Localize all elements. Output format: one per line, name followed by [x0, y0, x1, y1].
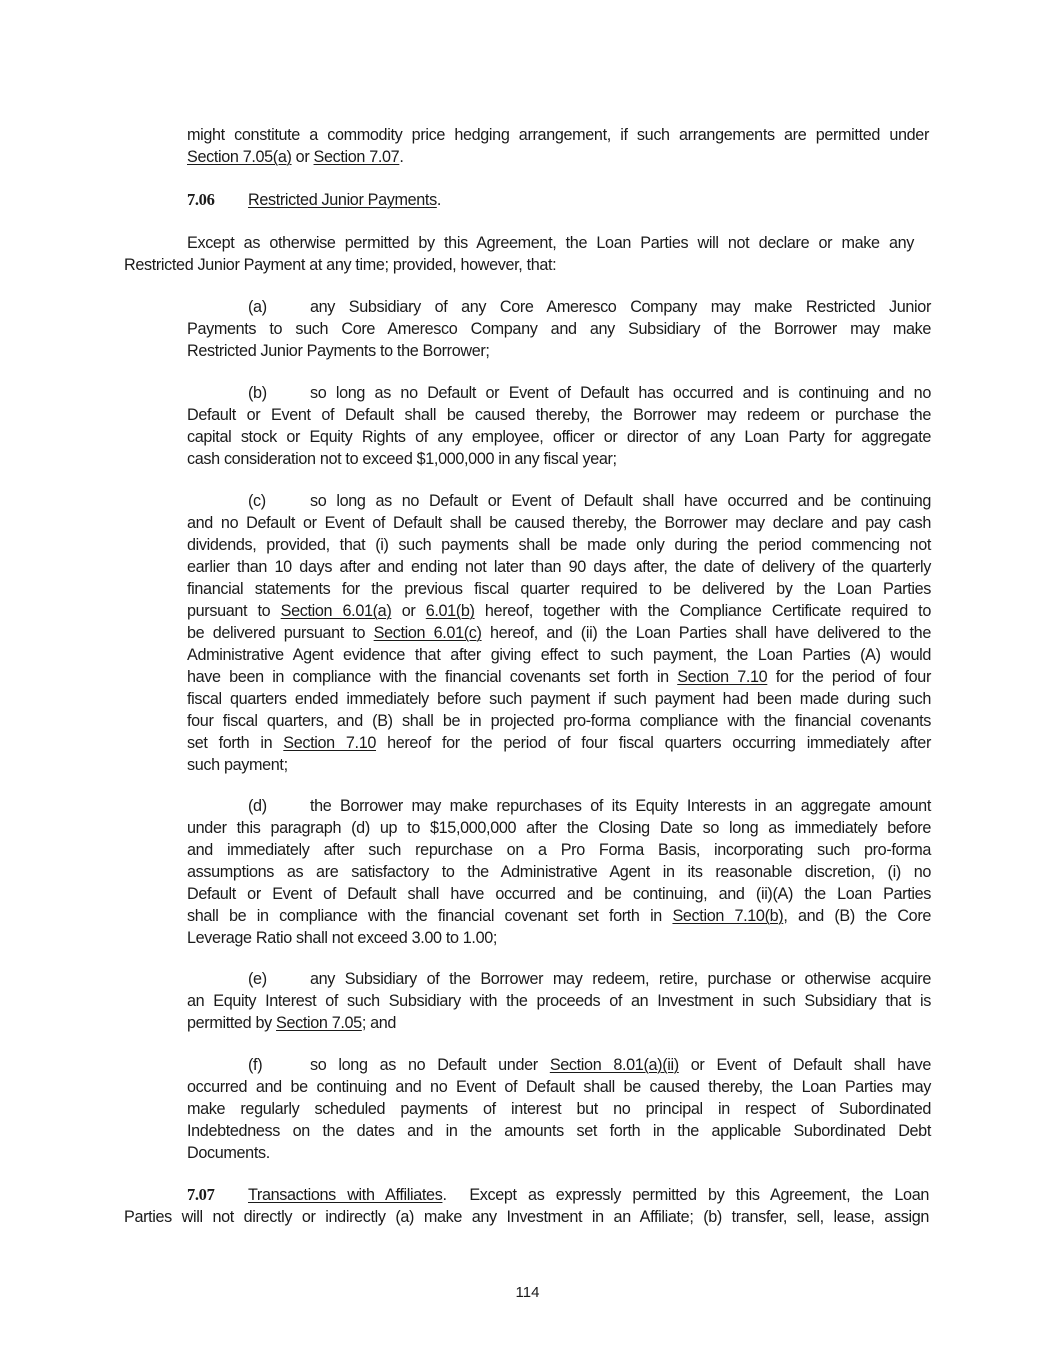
clause-text: Leverage Ratio shall not exceed 3.00 to 1.00;: [187, 929, 498, 947]
section-title: Restricted Junior Payments: [248, 191, 437, 209]
clause-f-line-2: [187, 1076, 931, 1098]
clause-c-line-13: [187, 754, 288, 776]
clause-b-line-2: [187, 404, 931, 426]
clause-e-line-3: [187, 1012, 396, 1034]
lead-line-1: [187, 232, 914, 254]
lead-text-1: Except as otherwise permitted by this Agreement, the Loan Parties will not declare or make any: [187, 234, 914, 252]
clause-d-line-3: [187, 839, 931, 861]
clause-text: so long as no Default under: [310, 1056, 550, 1074]
clause-d-line-5: [187, 883, 931, 905]
clause-text: pursuant to: [187, 602, 281, 620]
clause-label: (b): [248, 384, 267, 402]
lead-text-2: Restricted Junior Payment at any time; provided, however, that:: [124, 256, 557, 274]
section-number: 7.06: [187, 190, 215, 209]
clause-label: (e): [248, 970, 267, 988]
clause-text: occurred and be continuing and no Event of Default shall be caused thereby, the Loan Parties may: [187, 1078, 931, 1096]
clause-text: , and (B) the Core: [783, 907, 932, 925]
clause-c-line-6: [187, 600, 931, 622]
clause-text: four fiscal quarters, and (B) shall be in projected pro-forma compliance with the financial covenants: [187, 712, 931, 730]
clause-a-line-2: [187, 318, 931, 340]
clause-d-line-7: [187, 927, 497, 949]
clause-text: for the period of four: [767, 668, 931, 686]
link-section-6-01b[interactable]: 6.01(b): [425, 602, 475, 620]
link-section-7-10[interactable]: Section 7.10: [283, 734, 377, 752]
clause-c-line-8: [187, 644, 931, 666]
section-7-06-heading: [187, 189, 441, 211]
section-title-end: .: [442, 1186, 447, 1204]
section-title-end: .: [436, 191, 441, 209]
clause-text: permitted by: [187, 1014, 277, 1032]
clause-f-line-5: [187, 1142, 270, 1164]
clause-text: capital stock or Equity Rights of any employee, officer or director of any Loan Party for aggregate: [187, 428, 931, 446]
clause-d-line-4: [187, 861, 931, 883]
clause-text: Payments to such Core Ameresco Company and any Subsidiary of the Borrower may make: [187, 320, 931, 338]
link-section-7-07[interactable]: Section 7.07: [313, 148, 400, 166]
clause-c-line-2: [187, 512, 931, 534]
clause-text: assumptions as are satisfactory to the Administrative Agent in its reasonable discretion, (i) no: [187, 863, 931, 881]
clause-a-line-1: [248, 296, 931, 318]
clause-text: make regularly scheduled payments of interest but no principal in respect of Subordinated: [187, 1100, 931, 1118]
clause-text: Documents.: [187, 1144, 270, 1162]
link-section-6-01a[interactable]: Section 6.01(a): [280, 602, 392, 620]
clause-text: Default or Event of Default shall be caused thereby, the Borrower may redeem or purchase the: [187, 406, 931, 424]
section-text: Except as expressly permitted by this Agreement, the Loan: [446, 1186, 929, 1204]
clause-c-line-3: [187, 534, 931, 556]
link-section-7-10[interactable]: Section 7.10: [677, 668, 768, 686]
clause-text: hereof, together with the Compliance Certificate required to: [474, 602, 931, 620]
clause-text: be delivered pursuant to: [187, 624, 374, 642]
clause-d-line-6: [187, 905, 931, 927]
clause-text: hereof, and (ii) the Loan Parties shall have delivered to the: [481, 624, 931, 642]
clause-f-line-1: [248, 1054, 931, 1076]
page-number: 114: [515, 1284, 540, 1301]
clause-text: so long as no Default or Event of Default shall have occurred and be continuing: [310, 492, 931, 510]
clause-text: the Borrower may make repurchases of its Equity Interests in an aggregate amount: [310, 797, 931, 815]
clause-text: and no Default or Event of Default shall be caused thereby, the Borrower may declare and pay cash: [187, 514, 931, 532]
clause-a-line-3: [187, 340, 490, 362]
clause-text: ; and: [361, 1014, 397, 1032]
clause-text: so long as no Default or Event of Default has occurred and is continuing and no: [310, 384, 931, 402]
clause-text: set forth in: [187, 734, 284, 752]
clause-b-line-3: [187, 426, 931, 448]
clause-b-line-1: [248, 382, 931, 404]
clause-c-line-4: [187, 556, 931, 578]
section-7-07-line-2: [124, 1206, 929, 1228]
section-number: 7.07: [187, 1185, 215, 1204]
clause-text: Default or Event of Default shall have occurred and be continuing, and (ii)(A) the Loan Parties: [187, 885, 931, 903]
clause-label: (a): [248, 298, 267, 316]
clause-text: Administrative Agent evidence that after giving effect to such payment, the Loan Parties (A) would: [187, 646, 931, 664]
clause-c-line-5: [187, 578, 931, 600]
clause-text: any Subsidiary of any Core Ameresco Company may make Restricted Junior: [310, 298, 931, 316]
clause-text: dividends, provided, that (i) such payments shall be made only during the period commencing not: [187, 536, 931, 554]
intro-text: might constitute a commodity price hedging arrangement, if such arrangements are permitted under: [187, 126, 929, 144]
clause-text: cash consideration not to exceed $1,000,000 in any fiscal year;: [187, 450, 617, 468]
clause-c-line-1: [248, 490, 931, 512]
clause-d-line-1: [248, 795, 931, 817]
clause-c-line-12: [187, 732, 931, 754]
link-section-8-01aii[interactable]: Section 8.01(a)(ii): [549, 1056, 679, 1074]
link-section-6-01c[interactable]: Section 6.01(c): [373, 624, 482, 642]
section-text: Parties will not directly or indirectly (a) make any Investment in an Affiliate; (b) transfer, sell, lease, assign: [124, 1208, 929, 1226]
clause-label: (f): [248, 1056, 263, 1074]
clause-f-line-4: [187, 1120, 931, 1142]
clause-b-line-4: [187, 448, 617, 470]
link-section-7-05[interactable]: Section 7.05: [276, 1014, 362, 1032]
clause-text: financial statements for the previous fiscal quarter required to be delivered by the Loan Parties: [187, 580, 931, 598]
clause-text: an Equity Interest of such Subsidiary with the proceeds of an Investment in such Subsidiary that is: [187, 992, 931, 1010]
clause-label: (c): [248, 492, 266, 510]
clause-text: or: [391, 602, 426, 620]
clause-text: fiscal quarters ended immediately before such payment if such payment had been made during such: [187, 690, 931, 708]
clause-text: hereof for the period of four fiscal quarters occurring immediately after: [376, 734, 931, 752]
clause-text: shall be in compliance with the financial covenant set forth in: [187, 907, 673, 925]
clause-c-line-10: [187, 688, 931, 710]
clause-c-line-9: [187, 666, 931, 688]
intro-mid: or: [291, 148, 314, 166]
section-title: Transactions with Affiliates: [248, 1186, 443, 1204]
clause-text: under this paragraph (d) up to $15,000,000 after the Closing Date so long as immediately before: [187, 819, 931, 837]
intro-line-2: [187, 146, 403, 168]
clause-c-line-7: [187, 622, 931, 644]
clause-f-line-3: [187, 1098, 931, 1120]
clause-c-line-11: [187, 710, 931, 732]
clause-text: earlier than 10 days after and ending not later than 90 days after, the date of delivery of the quarterly: [187, 558, 931, 576]
clause-text: and immediately after such repurchase on a Pro Forma Basis, incorporating such pro-forma: [187, 841, 931, 859]
clause-d-line-2: [187, 817, 931, 839]
lead-line-2: [124, 254, 556, 276]
intro-line-1: [187, 124, 929, 146]
clause-text: or Event of Default shall have: [678, 1056, 932, 1074]
clause-e-line-1: [248, 968, 931, 990]
intro-end: .: [399, 148, 404, 166]
clause-text: have been in compliance with the financial covenants set forth in: [187, 668, 678, 686]
section-7-07-line-1: [187, 1184, 929, 1206]
clause-text: such payment;: [187, 756, 288, 774]
clause-label: (d): [248, 797, 267, 815]
clause-text: Indebtedness on the dates and in the amounts set forth in the applicable Subordinated Debt: [187, 1122, 931, 1140]
link-section-7-10b[interactable]: Section 7.10(b): [672, 907, 784, 925]
clause-text: Restricted Junior Payments to the Borrower;: [187, 342, 490, 360]
link-section-7-05a[interactable]: Section 7.05(a): [187, 148, 292, 166]
clause-text: any Subsidiary of the Borrower may redeem, retire, purchase or otherwise acquire: [310, 970, 931, 988]
clause-e-line-2: [187, 990, 931, 1012]
